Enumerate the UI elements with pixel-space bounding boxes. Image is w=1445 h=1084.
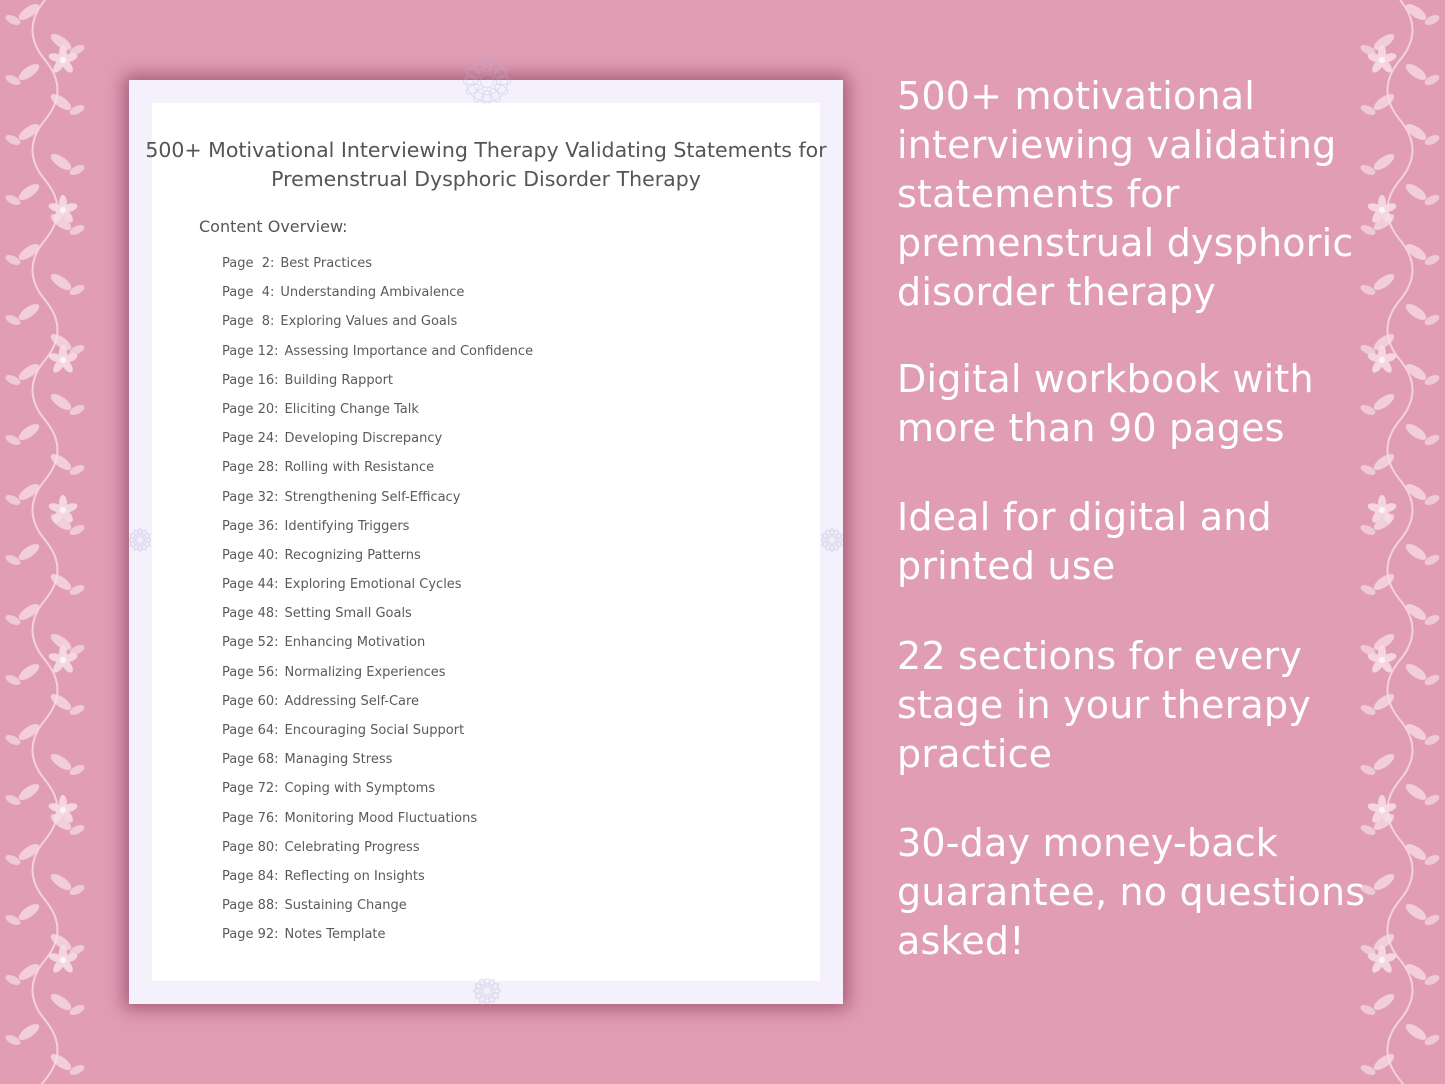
toc-page-number: Page 44: [222,577,279,593]
toc-page-number: Page 64: [222,723,279,738]
toc-item [222,808,533,837]
toc-item [222,720,533,749]
floral-vine-left-icon [0,0,90,1084]
toc-section-label: Enhancing Motivation [284,635,426,651]
mandala-ornament-icon [384,978,590,1004]
feature-page-count: Digital workbook with more than 90 pages [897,357,1314,450]
document-title: 500+ Motivational Interviewing Therapy Validating Statements for Premenstrual Dysphoric Disorder Therapy [145,138,827,191]
toc-item [222,311,533,340]
toc-item [222,895,533,924]
toc-item [222,574,533,603]
toc-item [222,837,533,866]
toc-section-label: Coping with Symptoms [284,781,436,797]
toc-page-number: Page 12: [222,343,279,359]
toc-section-label: Assessing Importance and Confidence [284,343,534,359]
workbook-page-preview [129,80,843,1004]
toc-item [222,399,533,428]
toc-section-label: Monitoring Mood Fluctuations [284,810,478,826]
toc-page-number: Page 4: [222,285,275,301]
toc-page-number: Page 68: [222,752,279,768]
table-of-contents [222,253,533,954]
feature-guarantee: 30-day money-back guarantee, no questions asked! [897,821,1366,963]
mandala-ornament-icon [129,460,151,620]
toc-section-label: Strengthening Self-Efficacy [284,489,461,505]
toc-page-number: Page 28: [222,460,279,476]
toc-section-label: Reflecting on Insights [284,868,425,884]
toc-section-label: Building Rapport [284,372,394,388]
toc-section-label: Identifying Triggers [284,518,410,534]
content-overview-heading: Content Overview: [199,217,348,236]
toc-section-label: Notes Template [284,927,386,943]
feature-sections: 22 sections for every stage in your therapy practice [897,634,1311,776]
toc-item [222,516,533,545]
toc-page-number: Page 80: [222,839,279,855]
feature-usage: Ideal for digital and printed use [897,495,1272,588]
feature-list [897,72,1417,966]
toc-item [222,370,533,399]
toc-section-label: Developing Discrepancy [284,431,443,447]
toc-page-number: Page 56: [222,664,279,680]
toc-page-number: Page 84: [222,868,279,884]
toc-section-label: Encouraging Social Support [284,723,465,738]
toc-item [222,778,533,807]
feature-statements: 500+ motivational interviewing validating statements for premenstrual dysphoric disorder therapy [897,74,1354,314]
toc-section-label: Best Practices [280,256,373,271]
toc-item [222,282,533,311]
toc-item [222,545,533,574]
toc-section-label: Managing Stress [284,752,393,768]
toc-page-number: Page 52: [222,635,279,651]
toc-section-label: Celebrating Progress [284,839,420,855]
toc-item [222,341,533,370]
toc-page-number: Page 48: [222,606,279,622]
toc-page-number: Page 72: [222,781,279,797]
toc-section-label: Normalizing Experiences [284,664,446,680]
toc-item [222,253,533,282]
toc-item [222,749,533,778]
toc-section-label: Setting Small Goals [284,606,412,622]
toc-page-number: Page 2: [222,256,275,271]
mandala-ornament-icon [821,460,843,620]
toc-item [222,866,533,895]
toc-page-number: Page 36: [222,518,279,534]
toc-section-label: Exploring Values and Goals [280,314,458,330]
toc-item [222,632,533,661]
toc-section-label: Sustaining Change [284,898,407,914]
toc-page-number: Page 20: [222,401,279,417]
toc-item [222,662,533,691]
toc-section-label: Addressing Self-Care [284,693,420,709]
toc-page-number: Page 60: [222,693,279,709]
toc-section-label: Exploring Emotional Cycles [284,577,462,593]
toc-item [222,428,533,457]
toc-page-number: Page 76: [222,810,279,826]
toc-section-label: Eliciting Change Talk [284,401,419,417]
toc-item [222,924,533,953]
toc-page-number: Page 8: [222,314,275,330]
toc-page-number: Page 40: [222,547,279,563]
toc-item [222,691,533,720]
toc-page-number: Page 16: [222,372,279,388]
toc-page-number: Page 92: [222,927,279,943]
toc-page-number: Page 32: [222,489,279,505]
toc-item [222,603,533,632]
toc-section-label: Recognizing Patterns [284,547,421,563]
toc-item [222,487,533,516]
toc-page-number: Page 24: [222,431,279,447]
mandala-ornament-icon [384,58,590,104]
toc-item [222,457,533,486]
toc-section-label: Understanding Ambivalence [280,285,465,301]
toc-section-label: Rolling with Resistance [284,460,435,476]
toc-page-number: Page 88: [222,898,279,914]
